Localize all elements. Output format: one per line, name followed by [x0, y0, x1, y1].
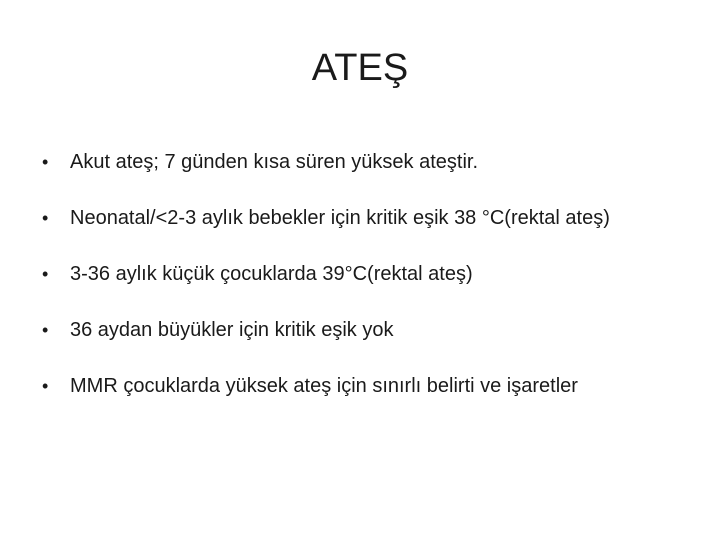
bullet-item	[42, 250, 682, 298]
bullet-text: Neonatal/<2-3 aylık bebekler için kritik eşik 38 °C(rektal ateş)	[70, 207, 610, 229]
bullet-list	[42, 138, 682, 418]
bullet-text: Akut ateş; 7 günden kısa süren yüksek ateştir.	[70, 151, 479, 173]
bullet-marker: •	[42, 208, 49, 228]
bullet-item	[42, 194, 682, 242]
bullet-text: 3-36 aylık küçük çocuklarda 39°C(rektal ateş)	[70, 263, 473, 285]
bullet-text: MMR çocuklarda yüksek ateş için sınırlı belirti ve işaretler	[70, 375, 578, 397]
bullet-marker: •	[42, 320, 49, 340]
bullet-item	[42, 306, 682, 354]
bullet-item	[42, 362, 682, 410]
slide-title: ATEŞ	[311, 47, 409, 89]
bullet-marker: •	[42, 152, 49, 172]
bullet-marker: •	[42, 264, 49, 284]
bullet-text: 36 aydan büyükler için kritik eşik yok	[70, 319, 394, 341]
bullet-item	[42, 138, 682, 186]
bullet-marker: •	[42, 376, 49, 396]
